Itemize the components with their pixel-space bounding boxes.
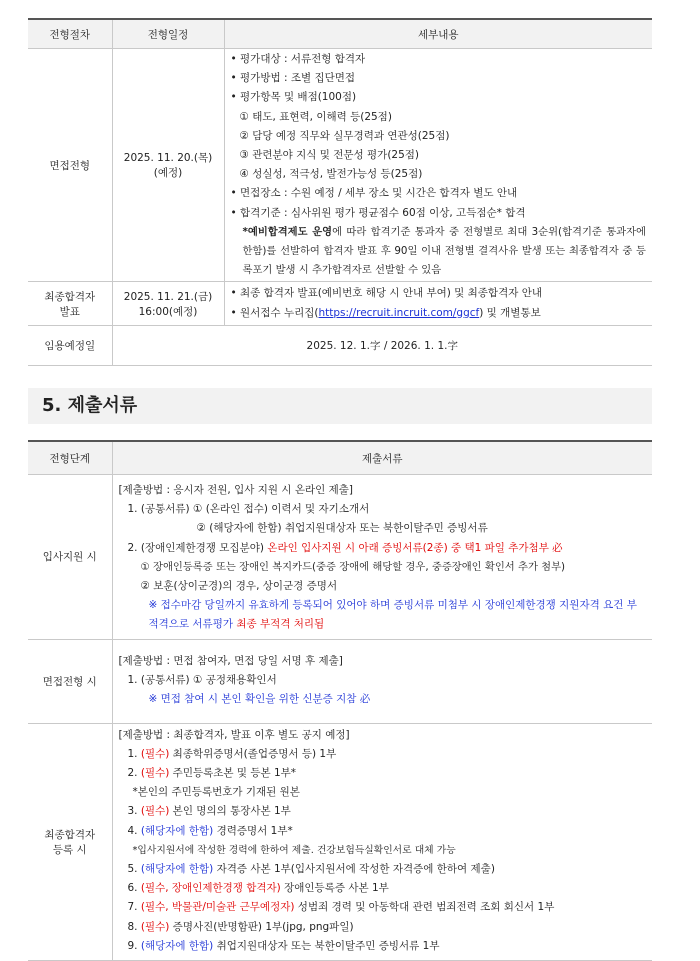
detail-text: ) 및 개별통보 (479, 306, 541, 319)
details-interview (224, 49, 652, 282)
item-number: 7. (127, 901, 141, 914)
submission-method: [제출방법 : 응시자 전원, 입사 지원 시 온라인 제출] (118, 484, 353, 496)
submission-method: [제출방법 : 면접 참여자, 면접 당일 서명 후 제출] (118, 654, 343, 667)
detail-line: ③ 관련분야 지식 및 전문성 평가(25점) (239, 149, 420, 162)
table-row-interview (28, 49, 652, 282)
documents-final (112, 723, 652, 960)
item-tag: (필수) (140, 805, 170, 818)
detail-line: • 합격기준 : 심사위원 평가 평균점수 60점 이상, 고득점순* 합격 (230, 206, 526, 219)
col-header-documents: 제출서류 (112, 441, 652, 475)
documents-interview (112, 639, 652, 723)
item-tag: (필수) (140, 920, 170, 933)
stage-line2: 등록 시 (52, 843, 87, 856)
doc-item (119, 918, 647, 937)
section-title: 5. 제출서류 (28, 388, 652, 424)
detail-line (231, 304, 647, 323)
doc-line: ② (해당자에 한함) 취업지원대상자 또는 북한이탈주민 증빙서류 (196, 522, 488, 535)
item-number: 5. (127, 863, 141, 876)
table-row-apply (28, 475, 652, 640)
item-tag: (필수) (140, 767, 170, 780)
item-text: 최종학위증명서(졸업증명서 등) 1부 (169, 747, 337, 760)
schedule-final (112, 282, 224, 325)
doc-item (119, 802, 647, 821)
schedule-interview (112, 49, 224, 282)
stage-final-line1: 최종합격자 (44, 290, 96, 303)
detail-line: • 평가항목 및 배점(100점) (230, 91, 357, 104)
submission-method: [제출방법 : 최종합격자, 발표 이후 별도 공지 예정] (118, 728, 350, 741)
col-header-stage: 전형단계 (28, 441, 112, 475)
item-number: 4. (127, 824, 141, 837)
doc-text: 2. (장애인제한경쟁 모집분야) (127, 541, 268, 554)
stage-final (28, 282, 112, 325)
item-tag: (필수, 장애인제한경쟁 합격자) (140, 882, 281, 895)
detail-line: ④ 성실성, 적극성, 발전가능성 등(25점) (239, 168, 423, 181)
selection-schedule-section (28, 18, 652, 366)
stage-line1: 최종합격자 (44, 828, 96, 841)
doc-line (119, 539, 647, 558)
detail-line: ① 태도, 표현력, 이해력 등(25점) (239, 110, 392, 123)
col-header-procedure: 전형절차 (28, 19, 112, 49)
doc-item (119, 822, 647, 841)
doc-item (119, 937, 647, 956)
item-text: 취업지원대상자 또는 북한이탈주민 증빙서류 1부 (213, 939, 440, 952)
stage-final-registration (28, 723, 112, 960)
table-row-final-registration (28, 723, 652, 960)
item-tag: (해당자에 한함) (140, 863, 214, 876)
detail-line: • 최종 합격자 발표(예비번호 해당 시 안내 부여) 및 최종합격자 안내 (230, 287, 542, 300)
stage-interview: 면접전형 시 (28, 639, 112, 723)
item-text: 성범죄 경력 및 아동학대 관련 범죄전력 조회 회신서 1부 (294, 901, 555, 914)
detail-line: • 평가대상 : 서류전형 합격자 (230, 53, 366, 65)
table-row-interview (28, 639, 652, 723)
detail-line: ② 담당 예정 직무와 실무경력과 연관성(25점) (239, 129, 450, 142)
item-number: 1. (127, 747, 141, 760)
documents-apply (112, 475, 652, 640)
documents-section (28, 440, 652, 961)
doc-item (119, 879, 647, 898)
item-tag: (필수) (140, 747, 170, 760)
reserve-note (231, 223, 647, 281)
item-number: 9. (127, 939, 141, 952)
schedule-date: 2025. 11. 21.(금) (123, 290, 213, 303)
doc-line: 1. (공통서류) ① (온라인 접수) 이력서 및 자기소개서 (127, 503, 370, 516)
item-tag: (해당자에 한함) (140, 939, 214, 952)
item-tag: (필수, 박물관/미술관 근무예정자) (140, 901, 295, 914)
stage-apply: 입사지원 시 (28, 475, 112, 640)
schedule-date: 2025. 11. 20.(목) (123, 152, 213, 165)
item-number: 2. (127, 767, 141, 780)
stage-final-line2: 발표 (59, 305, 80, 318)
item-tag: (해당자에 한함) (140, 824, 214, 837)
item-number: 8. (127, 920, 141, 933)
doc-item (119, 898, 647, 917)
doc-line: 1. (공통서류) ① 공정채용확인서 (127, 673, 277, 686)
detail-line: • 평가방법 : 조별 집단면접 (230, 72, 356, 85)
doc-item (119, 745, 647, 764)
table-header-row (28, 19, 652, 49)
doc-notice (119, 596, 647, 634)
doc-item (119, 764, 647, 783)
doc-item-note: *본인의 주민등록번호가 기재된 원본 (132, 786, 300, 799)
doc-line: ① 장애인등록증 또는 장애인 복지카드(중증 장애에 해당할 경우, 중증장애인 확인서 추가 첨부) (140, 560, 566, 573)
stage-interview: 면접전형 (28, 49, 112, 282)
reserve-note-text: 에 따라 합격기준 통과자 중 전형별로 최대 3순위(합격기준 통과자에 한함)를 선발하여 합격자 발표 후 90일 이내 전형별 결격사유 발생 또는 최종합격자 중 등록포기 발생 시 추가합격자로 선발할 수 있음 (242, 225, 646, 277)
detail-line: • 면접장소 : 수원 예정 / 세부 장소 및 시간은 합격자 별도 안내 (230, 187, 518, 200)
table-header-row (28, 441, 652, 475)
item-text: 경력증명서 1부* (213, 824, 293, 837)
stage-appointment: 임용예정일 (28, 325, 112, 365)
doc-item-note: *입사지원서에 작성한 경력에 한하여 제출. 건강보험득실확인서로 대체 가능 (132, 844, 456, 856)
documents-table (28, 440, 652, 961)
item-number: 3. (127, 805, 141, 818)
notice-text: ※ 접수마감 당일까지 유효하게 등록되어 있어야 하며 증빙서류 미첨부 시 장애인제한경쟁 지원자격 요건 부적격으로 서류평가 (148, 599, 637, 631)
doc-required-text: 온라인 입사지원 시 아래 증빙서류(2종) 중 택1 파일 추가첨부 必 (267, 541, 563, 554)
col-header-schedule: 전형일정 (112, 19, 224, 49)
item-text: 주민등록초본 및 등본 1부* (169, 767, 297, 780)
item-text: 자격증 사본 1부(입사지원서에 작성한 자격증에 한하여 제출) (213, 863, 495, 876)
item-text: 장애인등록증 사본 1부 (280, 882, 389, 895)
table-row-final-announcement (28, 282, 652, 325)
schedule-time: 16:00(예정) (138, 305, 198, 318)
schedule-note: (예정) (153, 167, 183, 180)
details-final (224, 282, 652, 325)
reserve-note-bold: *예비합격제도 운영 (242, 225, 333, 238)
table-row-appointment (28, 325, 652, 365)
doc-line: ② 보훈(상이군경)의 경우, 상이군경 증명서 (140, 580, 338, 593)
col-header-details: 세부내용 (224, 19, 652, 49)
recruit-site-link[interactable]: https://recruit.incruit.com/ggcf (318, 306, 480, 319)
notice-red-text: 최종 부적격 처리됨 (236, 618, 325, 631)
appointment-date: 2025. 12. 1.字 / 2026. 1. 1.字 (112, 325, 652, 365)
doc-item (119, 860, 647, 879)
doc-notice: ※ 면접 참여 시 본인 확인을 위한 신분증 지참 必 (148, 693, 371, 706)
detail-text: • 원서접수 누리집( (230, 306, 319, 319)
item-number: 6. (127, 882, 141, 895)
selection-schedule-table (28, 18, 652, 366)
item-text: 본인 명의의 통장사본 1부 (169, 805, 291, 818)
item-text: 증명사진(반명함판) 1부(jpg, png파일) (169, 920, 354, 933)
